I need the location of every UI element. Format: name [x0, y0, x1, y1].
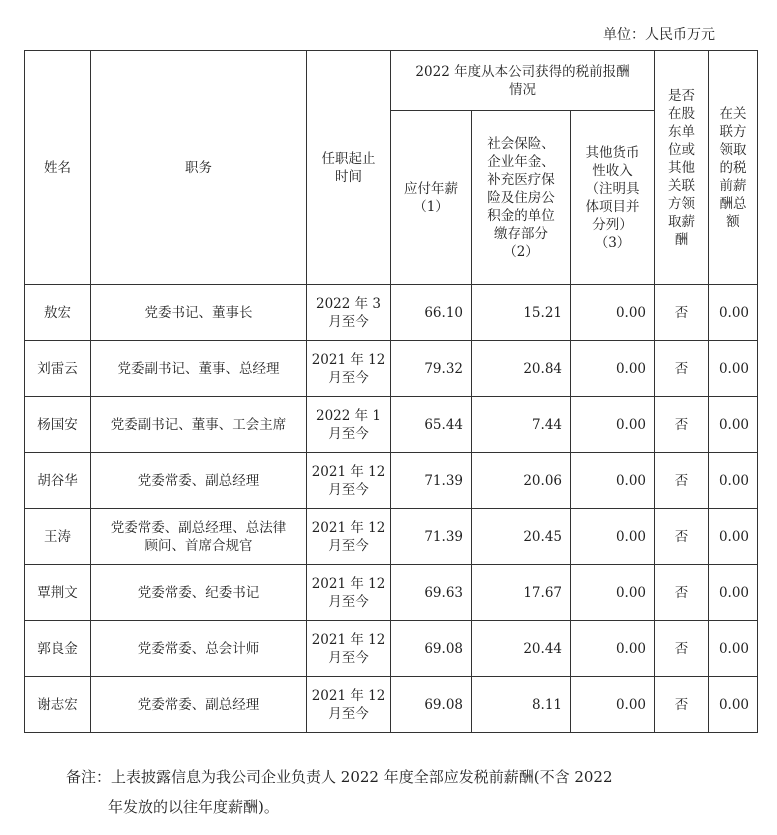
table-row [25, 397, 758, 453]
cell-related-flag: 否 [655, 285, 709, 341]
cell-other: 0.00 [571, 565, 655, 621]
cell-insurance: 17.67 [472, 565, 571, 621]
table-row [25, 285, 758, 341]
table-row [25, 565, 758, 621]
cell-name: 杨国安 [25, 397, 91, 453]
cell-position: 党委常委、总会计师 [91, 621, 307, 677]
cell-position: 党委常委、副总经理、总法律 顾问、首席合规官 [91, 509, 307, 565]
cell-related-total: 0.00 [709, 285, 758, 341]
cell-other: 0.00 [571, 453, 655, 509]
cell-other: 0.00 [571, 285, 655, 341]
cell-related-flag: 否 [655, 621, 709, 677]
footnote [66, 762, 726, 822]
cell-position: 党委常委、副总经理 [91, 677, 307, 733]
cell-term: 2021 年 12 月至今 [307, 677, 391, 733]
cell-related-total: 0.00 [709, 621, 758, 677]
cell-term: 2022 年 3 月至今 [307, 285, 391, 341]
cell-name: 谢志宏 [25, 677, 91, 733]
header-position: 职务 [91, 51, 307, 285]
header-salary: 应付年薪 （1） [391, 111, 472, 285]
cell-related-flag: 否 [655, 565, 709, 621]
cell-insurance: 20.84 [472, 341, 571, 397]
cell-position: 党委常委、副总经理 [91, 453, 307, 509]
cell-insurance: 15.21 [472, 285, 571, 341]
cell-related-total: 0.00 [709, 453, 758, 509]
header-other: 其他货币 性收入 （注明具 体项目并 分列） （3） [571, 111, 655, 285]
table-row [25, 341, 758, 397]
cell-salary: 65.44 [391, 397, 472, 453]
cell-term: 2021 年 12 月至今 [307, 453, 391, 509]
cell-other: 0.00 [571, 509, 655, 565]
cell-insurance: 20.45 [472, 509, 571, 565]
cell-salary: 69.08 [391, 621, 472, 677]
cell-insurance: 7.44 [472, 397, 571, 453]
cell-name: 王涛 [25, 509, 91, 565]
compensation-table [24, 50, 758, 733]
cell-term: 2021 年 12 月至今 [307, 509, 391, 565]
footnote-line1: 备注：上表披露信息为我公司企业负责人 2022 年度全部应发税前薪酬(不含 2022 [66, 768, 613, 786]
header-related-flag: 是否 在股 东单 位或 其他 关联 方领 取薪 酬 [655, 51, 709, 285]
cell-position: 党委常委、纪委书记 [91, 565, 307, 621]
header-name: 姓名 [25, 51, 91, 285]
cell-salary: 69.63 [391, 565, 472, 621]
header-term: 任职起止 时间 [307, 51, 391, 285]
table-row [25, 453, 758, 509]
table-row [25, 509, 758, 565]
cell-salary: 66.10 [391, 285, 472, 341]
cell-related-flag: 否 [655, 397, 709, 453]
cell-salary: 71.39 [391, 453, 472, 509]
cell-name: 胡谷华 [25, 453, 91, 509]
cell-related-total: 0.00 [709, 341, 758, 397]
footnote-line2: 年发放的以往年度薪酬)。 [108, 798, 279, 816]
cell-name: 刘雷云 [25, 341, 91, 397]
cell-related-total: 0.00 [709, 509, 758, 565]
cell-other: 0.00 [571, 341, 655, 397]
header-related-total: 在关 联方 领取 的税 前薪 酬总 额 [709, 51, 758, 285]
cell-insurance: 20.44 [472, 621, 571, 677]
cell-other: 0.00 [571, 621, 655, 677]
cell-name: 覃荆文 [25, 565, 91, 621]
unit-label: 单位：人民币万元 [603, 27, 715, 43]
cell-salary: 71.39 [391, 509, 472, 565]
cell-related-flag: 否 [655, 341, 709, 397]
cell-name: 敖宏 [25, 285, 91, 341]
table-row [25, 677, 758, 733]
cell-term: 2021 年 12 月至今 [307, 565, 391, 621]
cell-term: 2021 年 12 月至今 [307, 341, 391, 397]
cell-related-flag: 否 [655, 677, 709, 733]
cell-other: 0.00 [571, 397, 655, 453]
cell-position: 党委书记、董事长 [91, 285, 307, 341]
cell-related-flag: 否 [655, 453, 709, 509]
table-row [25, 621, 758, 677]
header-insurance: 社会保险、 企业年金、 补充医疗保 险及住房公 积金的单位 缴存部分 （2） [472, 111, 571, 285]
cell-related-total: 0.00 [709, 677, 758, 733]
cell-term: 2022 年 1 月至今 [307, 397, 391, 453]
cell-position: 党委副书记、董事、总经理 [91, 341, 307, 397]
cell-term: 2021 年 12 月至今 [307, 621, 391, 677]
cell-name: 郭良金 [25, 621, 91, 677]
cell-salary: 79.32 [391, 341, 472, 397]
header-group: 2022 年度从本公司获得的税前报酬 情况 [391, 51, 655, 111]
cell-insurance: 20.06 [472, 453, 571, 509]
cell-related-total: 0.00 [709, 397, 758, 453]
cell-position: 党委副书记、董事、工会主席 [91, 397, 307, 453]
cell-other: 0.00 [571, 677, 655, 733]
cell-salary: 69.08 [391, 677, 472, 733]
cell-related-total: 0.00 [709, 565, 758, 621]
cell-related-flag: 否 [655, 509, 709, 565]
cell-insurance: 8.11 [472, 677, 571, 733]
